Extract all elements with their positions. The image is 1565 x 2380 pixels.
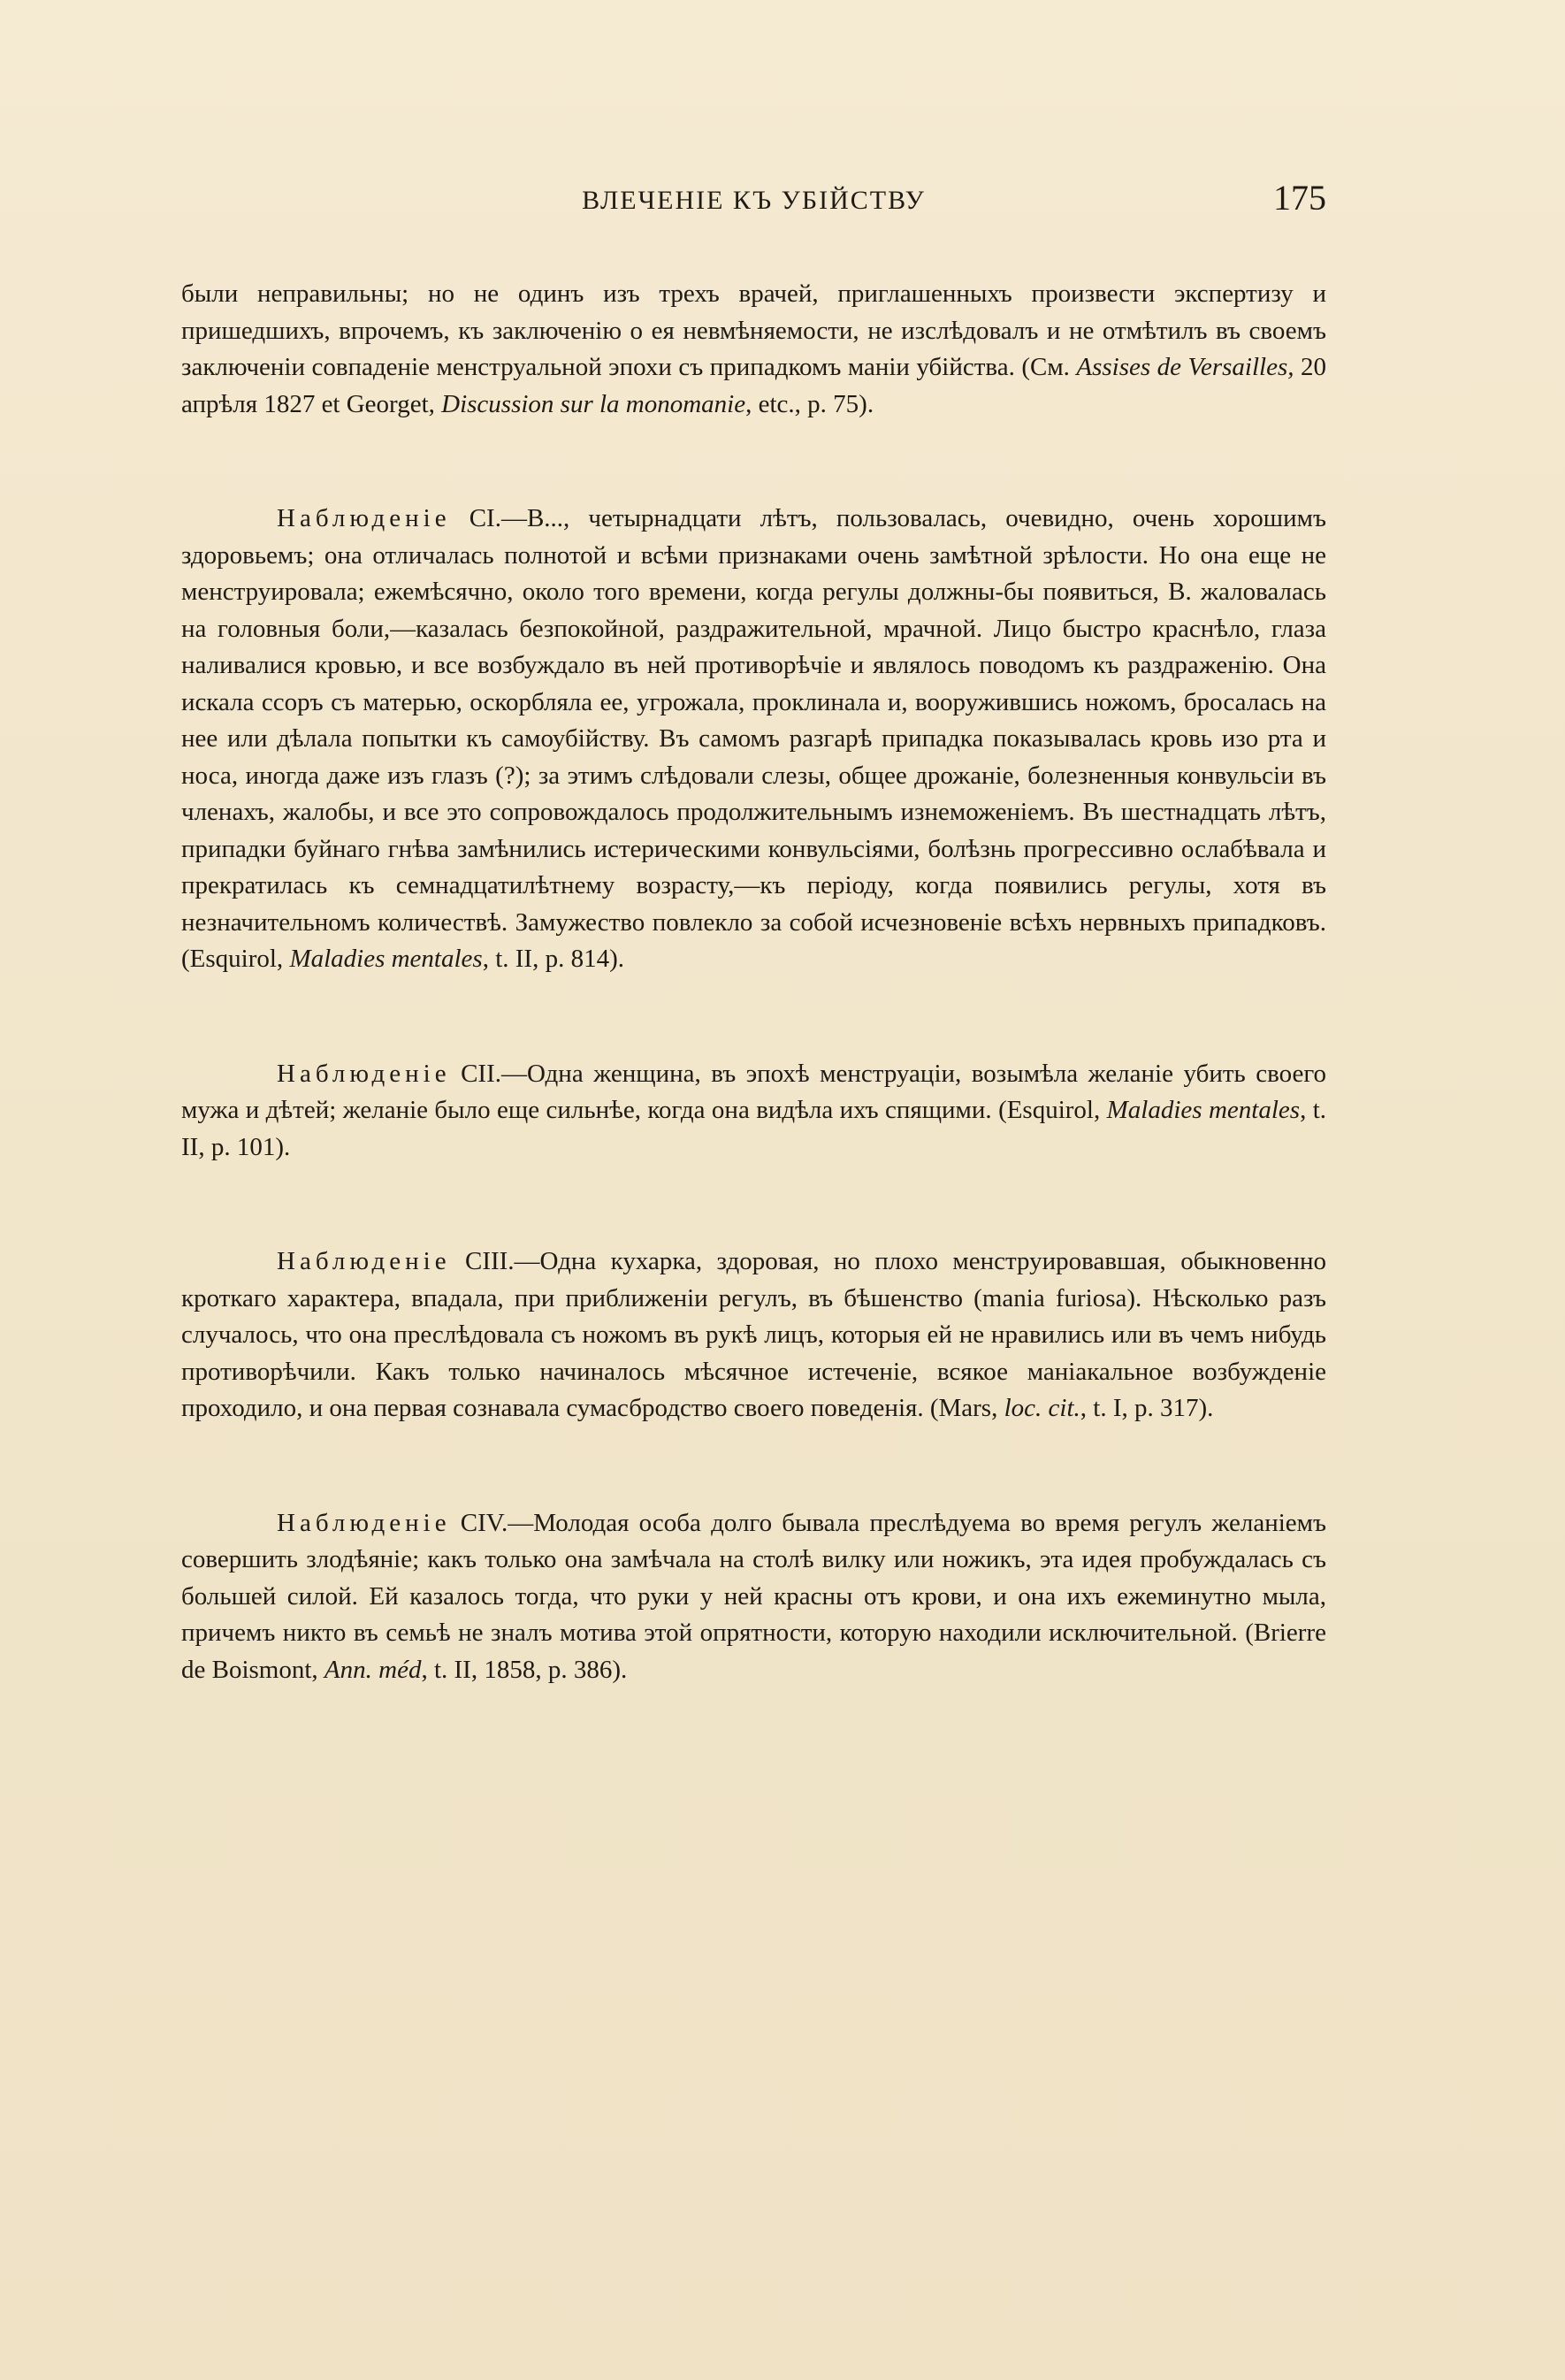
observation-ci: Наблюденіе CI.—В..., четырнадцати лѣтъ, пользовалась, очевидно, очень хорошимъ здоровьемъ; она отличалась полнотой и всѣми признаками очень замѣтной зрѣлости. Но она еще не менструировала; ежемѣсячно, около того времени, когда регулы должны-бы появиться, В. жаловалась на головныя боли,—казалась безпокойной, раздражительной, мрачной. Лицо быстро краснѣло, глаза наливалися кровью, и все возбуждало въ ней противорѣчіе и являлось поводомъ къ раздраженію. Она искала ссоръ съ матерью, оскорбляла ее, угрожала, проклинала и, вооружившись ножомъ, бросалась на нее или дѣлала попытки къ самоубійству. Въ самомъ разгарѣ припадка показывалась кровь изо рта и носа, иногда даже изъ глазъ (?); за этимъ слѣдовали слезы, общее дрожаніе, болезненныя конвульсіи въ членахъ, жалобы, и все это сопровождалось продолжительнымъ изнеможеніемъ. Въ шестнадцать лѣтъ, припадки буйнаго гнѣва замѣнились истерическими конвульсіями, болѣзнь прогрессивно ослабѣвала и прекратилась къ семнадцатилѣтнему возрасту,—къ періоду, когда появились регулы, хотя въ незначительномъ количествѣ. Замужество повлекло за собой исчезновеніе всѣхъ нервныхъ припадковъ. (Esquirol, Maladies mentales, t. II, p. 814). [181, 504, 1326, 973]
observation-label: Наблюденіе [277, 1247, 451, 1275]
observation-cii: Наблюденіе CII.—Одна женщина, въ эпохѣ менструаціи, возымѣла желаніе убить своего мужа и дѣтей; желаніе было еще сильнѣе, когда она видѣла ихъ спящими. (Esquirol, Maladies mentales, t. II, p. 101). [181, 1059, 1327, 1161]
observation-label: Наблюденіе [277, 504, 451, 532]
page-header [181, 177, 1326, 230]
observation-civ: Наблюденіе CIV.—Молодая особа долго бывала преслѣдуема во время регулъ желаніемъ совершить злодѣяніе; какъ только она замѣчала на столѣ вилку или ножикъ, эта идея пробуждалась съ большей силой. Ей казалось тогда, что руки у ней красны отъ крови, и она ихъ ежеминутно мыла, причемъ никто въ семьѣ не зналъ мотива этой опрятности, которую находили исключительной. (Brierre de Boismont, Ann. méd, t. II, 1858, p. 386). [181, 1508, 1326, 1684]
observation-ciii: Наблюденіе CIII.—Одна кухарка, здоровая, но плохо менструировавшая, обыкновенно кроткаго характера, впадала, при приближеніи регулъ, въ бѣшенство (mania furiosa). Нѣсколько разъ случалось, что она преслѣдовала съ ножомъ въ рукѣ лицъ, которыя ей не нравились или въ чемъ нибудь противорѣчили. Какъ только начиналось мѣсячное истеченіе, всякое маніакальное возбужденіе проходило, и она первая сознавала сумасбродство своего поведенія. (Mars, loc. cit., t. I, p. 317). [181, 1247, 1326, 1422]
observation-label: Наблюденіе [277, 1059, 451, 1088]
continuation-paragraph: были неправильны; но не одинъ изъ трехъ врачей, приглашенныхъ произвести экспертизу и пришедшихъ, впрочемъ, къ заключенію о ея невмѣняемости, не изслѣдовалъ и не отмѣтилъ въ своемъ заключеніи совпаденіе менструальной эпохи съ припадкомъ маніи убійства. (См. Assises de Versailles, 20 апрѣля 1827 et Georget, Discussion sur la monomanie, etc., p. 75). [181, 279, 1326, 418]
page-number: 175 [1273, 178, 1326, 218]
running-title: ВЛЕЧЕНІЕ КЪ УБІЙСТВУ [582, 186, 926, 215]
page-body [181, 276, 1326, 1688]
observation-label: Наблюденіе [277, 1508, 451, 1537]
